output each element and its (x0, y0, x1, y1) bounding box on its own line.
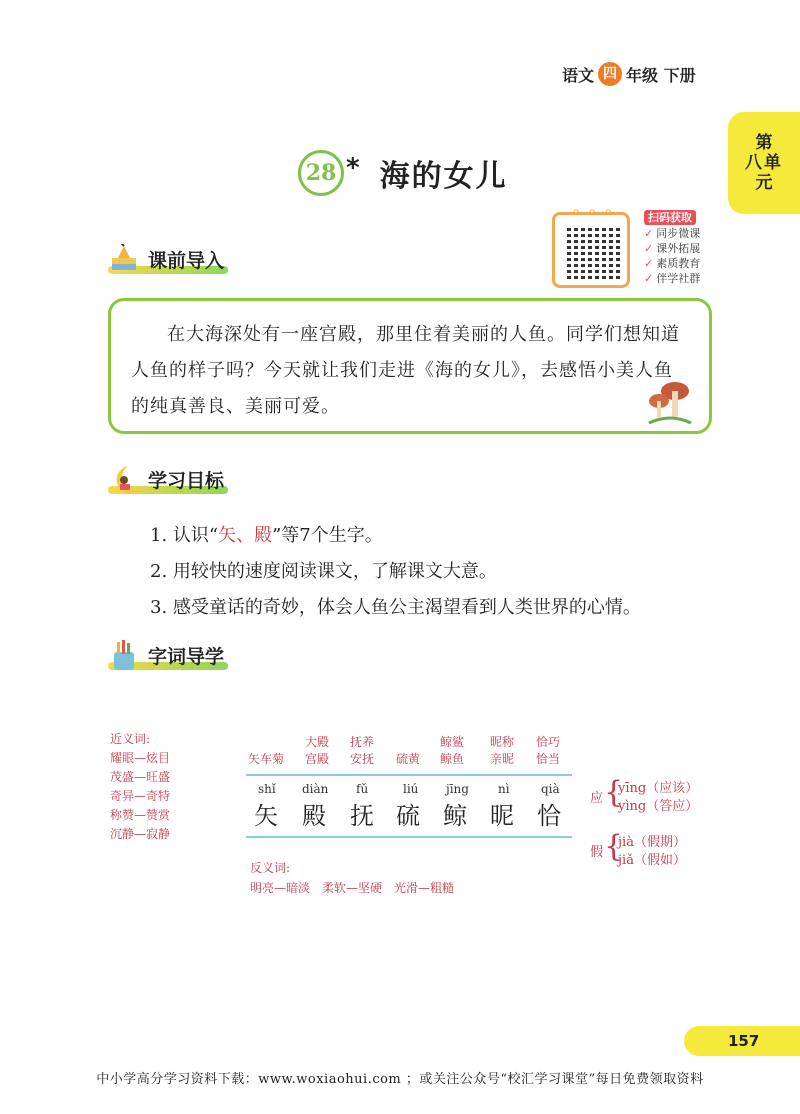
polyphone-char: 假 (590, 845, 604, 860)
word: 鲸鲨 (440, 735, 465, 749)
goal-highlight: 矢、殿 (218, 525, 273, 546)
word-group (440, 734, 464, 768)
word: 矢车菊 (248, 752, 285, 766)
telescope-icon (108, 244, 144, 274)
goal-text: 1. 认识“ (150, 525, 219, 546)
qr-code-panel[interactable] (548, 207, 716, 294)
lesson-title (298, 150, 508, 196)
vocab-notes (0, 726, 800, 906)
pinyin: nì (498, 782, 510, 796)
goal-text: ”等7个生字。 (272, 525, 383, 546)
section-title: 课前导入 (148, 249, 225, 272)
word: 昵称 (490, 735, 515, 749)
pinyin: diàn (302, 782, 329, 796)
section-words-header (108, 640, 224, 670)
learning-goals-list (150, 518, 641, 626)
character: 昵 (490, 802, 514, 830)
polyphone-readings (618, 834, 686, 870)
word-group (490, 734, 514, 768)
synonym-pair: 耀眼—炫目 (110, 751, 171, 765)
polyphone-char: 应 (590, 791, 604, 806)
pencil-cup-icon (108, 640, 144, 670)
pinyin: liú (403, 782, 419, 796)
qr-item-label: 素质教育 (656, 257, 701, 270)
character: 抚 (350, 802, 374, 830)
word: 大殿 (305, 735, 330, 749)
footer-note: 中小学高分学习资料下载：www.woxiaohui.com ；或关注公众号“校汇学习课堂”每日免费领取资料 (96, 1072, 704, 1087)
word-group (248, 751, 284, 768)
word: 恰当 (536, 752, 561, 766)
qr-item (644, 271, 700, 286)
qr-card[interactable] (552, 207, 630, 288)
lesson-star: * (346, 153, 360, 183)
check-icon: ✓ (644, 272, 654, 285)
unit-tab-line3: 元 (755, 173, 773, 193)
synonym-pair: 茂盛—旺盛 (110, 770, 171, 784)
goal-item: 3. 感受童话的奇妙，体会人鱼公主渴望看到人类世界的心情。 (150, 597, 641, 618)
reading: yìng（答应） (618, 799, 699, 814)
divider (246, 774, 572, 776)
character: 硫 (396, 802, 420, 830)
character: 恰 (537, 802, 561, 830)
reading: jià（假期） (618, 835, 686, 850)
section-intro-header (108, 244, 224, 274)
qr-item-label: 伴学社群 (656, 272, 701, 285)
intro-paragraph: 在大海深处有一座宫殿，那里住着美丽的人鱼。同学们想知道人鱼的样子吗？今天就让我们走进《海的女儿》，去感悟小美人鱼的纯真善良、美丽可爱。 (131, 324, 680, 417)
section-title: 字词导学 (148, 645, 225, 668)
lesson-name: 海的女儿 (379, 159, 508, 194)
mushroom-icon (645, 379, 695, 427)
qr-code-icon[interactable] (567, 225, 621, 279)
check-icon: ✓ (644, 242, 654, 255)
reading: jiǎ（假如） (618, 853, 686, 868)
word: 硫黄 (396, 752, 421, 766)
brace-icon: { (604, 775, 624, 810)
polyphone-readings (618, 780, 698, 816)
unit-tab (728, 112, 800, 214)
check-icon: ✓ (644, 227, 654, 240)
word-group (536, 734, 560, 768)
lesson-number-badge: 28 (298, 150, 344, 196)
page-number: 157 (684, 1026, 800, 1056)
synonym-pair: 奇异—奇特 (110, 789, 171, 803)
word: 宫殿 (305, 752, 330, 766)
pinyin: fǔ (356, 782, 369, 796)
reading: yīng（应该） (618, 781, 699, 796)
synonyms-title: 近义词: (110, 732, 151, 746)
qr-item (644, 256, 700, 271)
word: 亲昵 (490, 752, 515, 766)
section-title: 学习目标 (148, 469, 225, 492)
binder-rings-icon: ooo (573, 207, 622, 218)
word: 鲸鱼 (440, 752, 465, 766)
word: 恰巧 (536, 735, 561, 749)
character: 殿 (302, 802, 326, 830)
book-header (562, 62, 696, 86)
brace-icon: { (604, 829, 624, 864)
synonym-pair: 沉静—寂静 (110, 827, 171, 841)
word-group (350, 734, 374, 768)
grade-badge: 四 (598, 62, 622, 86)
qr-item-label: 同步微课 (656, 227, 701, 240)
word-group (305, 734, 329, 768)
antonyms-block (250, 858, 454, 898)
qr-benefits-list (644, 210, 700, 286)
pinyin: qià (541, 782, 560, 796)
character: 鲸 (443, 802, 467, 830)
pinyin: shǐ (258, 782, 276, 796)
check-icon: ✓ (644, 257, 654, 270)
antonyms-title: 反义词: (250, 861, 291, 875)
word: 安抚 (350, 752, 375, 766)
goal-item: 2. 用较快的速度阅读课文，了解课文大意。 (150, 561, 497, 582)
qr-item (644, 226, 700, 241)
goal-item (150, 518, 641, 554)
synonyms-block (110, 730, 170, 844)
character: 矢 (254, 802, 278, 830)
subject-label: 语文 (562, 65, 595, 85)
word-group (396, 751, 420, 768)
section-goals-header (108, 464, 224, 494)
moon-reading-icon (108, 464, 144, 494)
unit-tab-line1: 第 (755, 133, 773, 153)
qr-item (644, 241, 700, 256)
divider (246, 836, 572, 838)
antonym-pairs: 明亮—暗淡 柔软—坚硬 光滑—粗糙 (250, 881, 455, 895)
qr-heading: 扫码获取 (644, 210, 696, 225)
grade-label: 年级 下册 (626, 65, 696, 85)
pinyin: jīng (446, 782, 469, 796)
word: 抚养 (350, 735, 375, 749)
qr-item-label: 课外拓展 (656, 242, 701, 255)
intro-box (108, 298, 712, 434)
unit-tab-line2: 八单 (745, 153, 783, 173)
synonym-pair: 称赞—赞赏 (110, 808, 171, 822)
